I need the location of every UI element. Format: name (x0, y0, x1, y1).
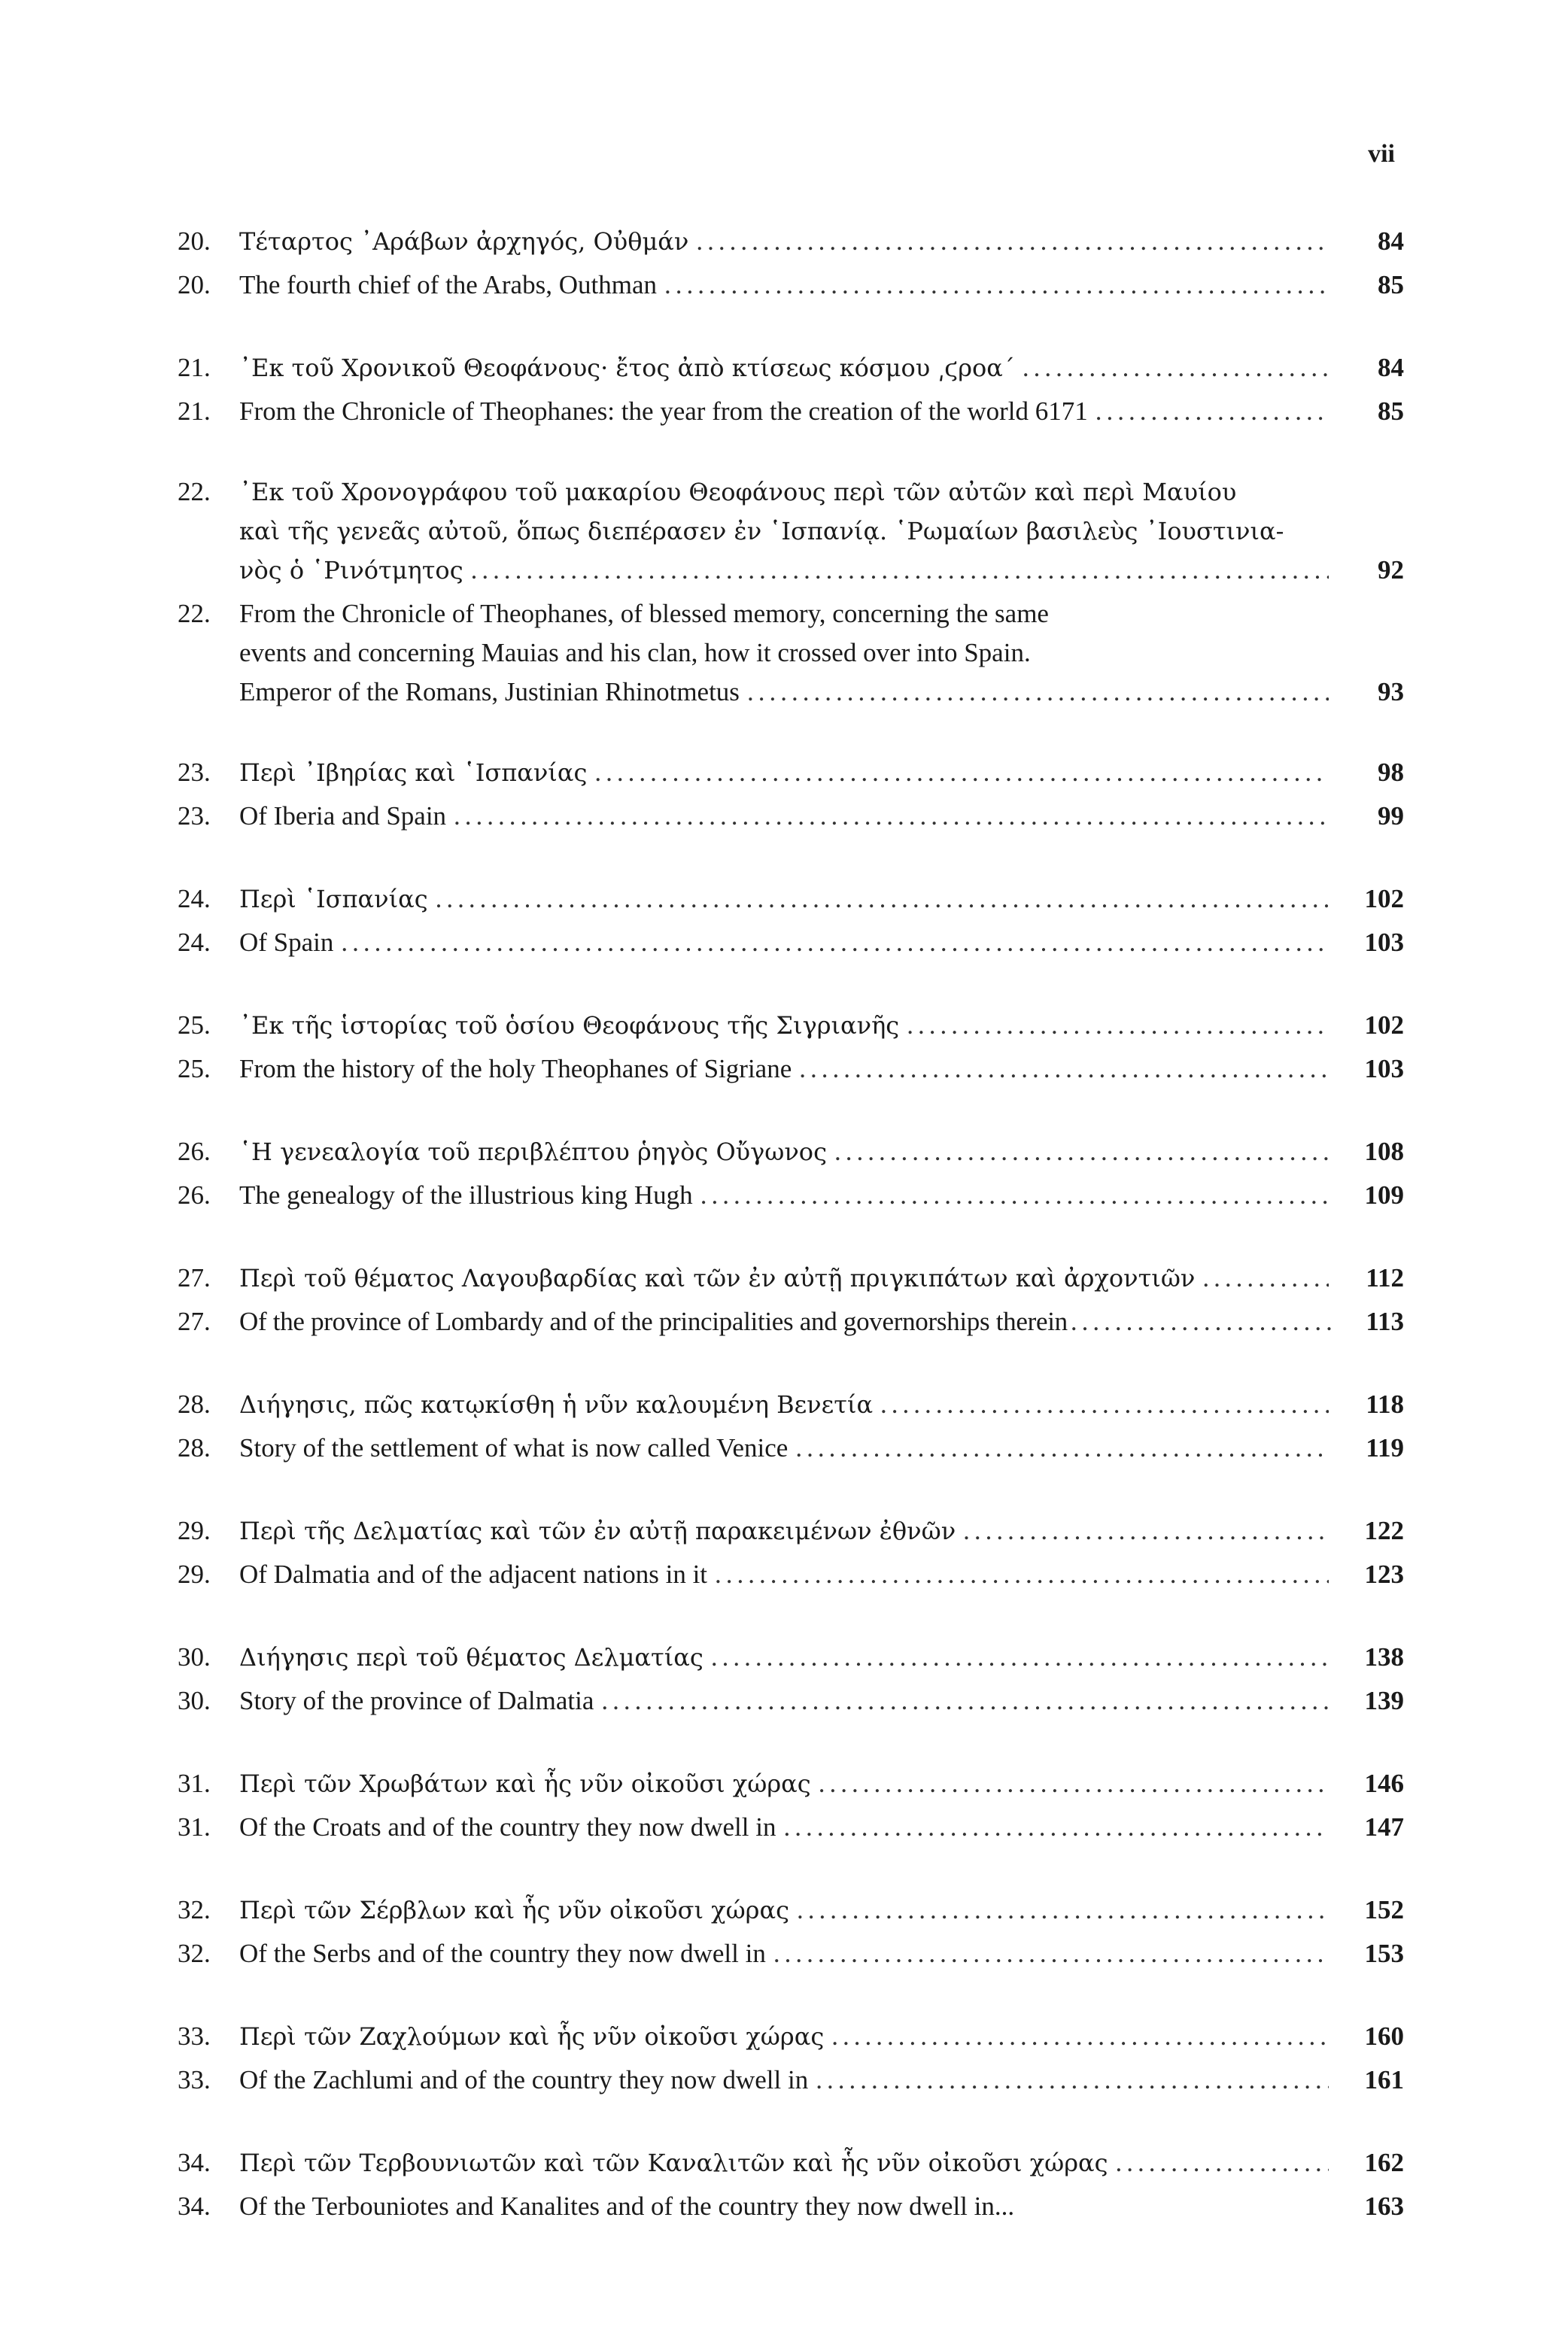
entry-title-greek: ῾Η γενεαλογία τοῦ περιβλέπτου ῥηγὸς Οὔγωνος (239, 1138, 827, 1166)
toc-line-english[interactable] (178, 1300, 1404, 1344)
entry-number: 26. (178, 1137, 211, 1166)
entry-title-english-line3: Emperor of the Romans, Justinian Rhinotmetus (239, 677, 740, 706)
entry-title-greek: Τέταρτος ᾿Αράβων ἀρχηγός, Οὐθμάν (239, 227, 689, 256)
toc-line-greek[interactable] (178, 472, 1404, 590)
entry-title-english: From the Chronicle of Theophanes: the year from the creation of the world 6171 (239, 396, 1088, 426)
toc-line-greek[interactable] (178, 1256, 1404, 1300)
leader-dots (880, 1383, 1329, 1426)
leader-dots (1071, 1300, 1333, 1344)
leader-dots (664, 263, 1329, 307)
entry-number: 24. (178, 928, 211, 957)
entry-page: 160 (1364, 2021, 1404, 2051)
entry-number: 27. (178, 1307, 211, 1336)
toc-line-greek[interactable] (178, 1509, 1404, 1553)
leader-dots (797, 1888, 1329, 1932)
entry-title-greek: Περὶ τῶν Ζαχλούμων καὶ ἧς νῦν οἰκοῦσι χώρας (239, 2022, 825, 2051)
leader-dots (819, 1762, 1329, 1806)
entry-number: 31. (178, 1769, 211, 1798)
entry-title-greek-line2: καὶ τῆς γενεᾶς αὐτοῦ, ὅπως διεπέρασεν ἐν ῾Ισπανίᾳ. ῾Ρωμαίων βασιλεὺς ᾿Ιουστινια- (239, 517, 1284, 545)
entry-page: 161 (1364, 2065, 1404, 2094)
toc-line-greek[interactable] (178, 1004, 1404, 1047)
leader-dots (696, 220, 1329, 263)
entry-title-greek: Διήγησις, πῶς κατῳκίσθη ἡ νῦν καλουμένη Βενετία (239, 1390, 874, 1419)
toc-entry-23 (178, 751, 1404, 838)
entry-page: 162 (1364, 2148, 1404, 2177)
entry-page: 119 (1366, 1433, 1404, 1463)
entry-number: 32. (178, 1939, 211, 1968)
leader-dots (454, 794, 1329, 838)
entry-number: 28. (178, 1390, 211, 1419)
leader-dots (601, 1679, 1329, 1723)
toc-entry-25 (178, 1004, 1404, 1091)
toc-entry-30 (178, 1636, 1404, 1723)
toc-entry-21 (178, 346, 1404, 433)
leader-dots (963, 1509, 1329, 1553)
leader-dots (907, 1004, 1329, 1047)
toc-line-greek[interactable] (178, 1762, 1404, 1806)
entry-page: 163 (1364, 2192, 1404, 2221)
entry-title-greek: Περὶ ᾿Ιβηρίας καὶ ῾Ισπανίας (239, 758, 588, 787)
leader-dots (795, 1426, 1329, 1470)
entry-page: 122 (1364, 1516, 1404, 1545)
entry-number: 22. (178, 599, 211, 628)
leader-dots (711, 1636, 1329, 1679)
entry-number: 24. (178, 884, 211, 913)
entry-number: 28. (178, 1433, 211, 1463)
toc-line-english[interactable] (178, 1553, 1404, 1596)
entry-title-english: Story of the settlement of what is now called Venice (239, 1433, 789, 1463)
entry-page: 85 (1378, 270, 1404, 299)
toc-line-greek[interactable] (178, 1888, 1404, 1932)
entry-page: 138 (1364, 1642, 1404, 1672)
toc-line-english[interactable] (178, 921, 1404, 964)
entry-number: 25. (178, 1054, 211, 1083)
entry-title-english: The genealogy of the illustrious king Hugh (239, 1180, 693, 1210)
toc-entry-29 (178, 1509, 1404, 1596)
entry-number: 23. (178, 758, 211, 787)
entry-page: 153 (1364, 1939, 1404, 1968)
entry-title-english: From the history of the holy Theophanes of Sigriane (239, 1054, 792, 1083)
leader-dots (783, 1806, 1329, 1849)
leader-dots (715, 1553, 1329, 1596)
entry-number: 20. (178, 270, 211, 299)
toc-line-greek[interactable] (178, 2141, 1404, 2185)
leader-dots (1202, 1256, 1329, 1300)
toc-line-greek[interactable] (178, 1130, 1404, 1174)
toc-line-greek[interactable] (178, 220, 1404, 263)
entry-title-greek: Περὶ τῶν Τερβουνιωτῶν καὶ τῶν Καναλιτῶν καὶ ἧς νῦν οἰκοῦσι χώρας (239, 2149, 1108, 2177)
toc-entry-26 (178, 1130, 1404, 1217)
entry-page: 123 (1364, 1560, 1404, 1589)
entry-title-english: Of the province of Lombardy and of the principalities and governorships therein (239, 1307, 1068, 1336)
table-of-contents (178, 220, 1404, 2267)
entry-title-english: Of the Serbs and of the country they now dwell in (239, 1939, 766, 1968)
entry-page: 147 (1364, 1812, 1404, 1842)
entry-number: 31. (178, 1812, 211, 1842)
entry-number: 34. (178, 2148, 211, 2177)
entry-page: 103 (1364, 1054, 1404, 1083)
toc-line-english[interactable] (178, 390, 1404, 433)
entry-number: 27. (178, 1263, 211, 1292)
toc-line-english[interactable] (178, 2058, 1404, 2102)
entry-title-greek: Περὶ τοῦ θέματος Λαγουβαρδίας καὶ τῶν ἐν αὐτῇ πριγκιπάτων καὶ ἀρχοντιῶν (239, 1264, 1196, 1292)
entry-number: 21. (178, 353, 211, 382)
entry-page: 152 (1364, 1895, 1404, 1924)
toc-line-greek[interactable] (178, 877, 1404, 921)
entry-title-greek: Περὶ τῶν Χρωβάτων καὶ ἧς νῦν οἰκοῦσι χώρας (239, 1769, 811, 1798)
entry-page: 108 (1364, 1137, 1404, 1166)
toc-entry-20 (178, 220, 1404, 307)
entry-page: 98 (1378, 758, 1404, 787)
entry-number: 34. (178, 2192, 211, 2221)
toc-line-greek[interactable] (178, 346, 1404, 390)
toc-line-greek[interactable] (178, 1383, 1404, 1426)
entry-number: 25. (178, 1010, 211, 1040)
toc-line-english[interactable] (178, 263, 1404, 307)
entry-page: 118 (1366, 1390, 1404, 1419)
entry-number: 29. (178, 1516, 211, 1545)
leader-dots (341, 921, 1329, 964)
toc-entry-31 (178, 1762, 1404, 1849)
toc-line-english[interactable] (178, 594, 1404, 712)
entry-title-english: Of Iberia and Spain (239, 801, 447, 831)
entry-page: 84 (1378, 353, 1404, 382)
entry-number: 32. (178, 1895, 211, 1924)
entry-page: 93 (1378, 677, 1404, 706)
toc-line-greek[interactable] (178, 1636, 1404, 1679)
entry-page: 103 (1364, 928, 1404, 957)
entry-number: 29. (178, 1560, 211, 1589)
leader-dots (831, 2015, 1329, 2058)
entry-page: 99 (1378, 801, 1404, 831)
toc-line-english[interactable] (178, 1679, 1404, 1723)
entry-page: 102 (1364, 884, 1404, 913)
leader-dots (471, 551, 1329, 590)
entry-title-english: Of Spain (239, 928, 334, 957)
entry-number: 30. (178, 1642, 211, 1672)
entry-title-english: Of the Terbouniotes and Kanalites and of the country they now dwell in... (239, 2192, 1015, 2221)
entry-page: 113 (1366, 1307, 1404, 1336)
entry-page: 92 (1378, 555, 1404, 585)
entry-title-greek: ᾿Εκ τῆς ἱστορίας τοῦ ὁσίου Θεοφάνους τῆς Σιγριανῆς (239, 1011, 900, 1040)
entry-title-english: The fourth chief of the Arabs, Outhman (239, 270, 657, 299)
entry-title-greek: Περὶ τῶν Σέρβλων καὶ ἧς νῦν οἰκοῦσι χώρας (239, 1896, 789, 1924)
toc-line-english[interactable] (178, 1426, 1404, 1470)
entry-title-english: Story of the province of Dalmatia (239, 1686, 594, 1715)
entry-page: 112 (1366, 1263, 1404, 1292)
entry-title-greek-line3: νὸς ὁ ῾Ρινότμητος (239, 556, 463, 585)
toc-entry-27 (178, 1256, 1404, 1344)
toc-line-english[interactable] (178, 1174, 1404, 1217)
entry-title-english-line2: events and concerning Mauias and his clan, how it crossed over into Spain. (239, 638, 1031, 667)
entry-number: 20. (178, 226, 211, 256)
entry-page: 146 (1364, 1769, 1404, 1798)
leader-dots (700, 1174, 1329, 1217)
leader-dots (1095, 390, 1329, 433)
entry-title-english: Of Dalmatia and of the adjacent nations in it (239, 1560, 708, 1589)
toc-entry-22 (178, 472, 1404, 712)
entry-title-greek-line1: ᾿Εκ τοῦ Χρονογράφου τοῦ μακαρίου Θεοφάνους περὶ τῶν αὐτῶν καὶ περὶ Μαυίου (239, 478, 1237, 506)
toc-line-greek[interactable] (178, 2015, 1404, 2058)
entry-number: 22. (178, 477, 211, 506)
entry-number: 23. (178, 801, 211, 831)
entry-number: 33. (178, 2021, 211, 2051)
leader-dots (799, 1047, 1329, 1091)
toc-entry-33 (178, 2015, 1404, 2102)
toc-line-greek[interactable] (178, 751, 1404, 794)
entry-page: 109 (1364, 1180, 1404, 1210)
leader-dots (834, 1130, 1329, 1174)
leader-dots (773, 1932, 1329, 1976)
entry-number: 21. (178, 396, 211, 426)
entry-title-greek: Περὶ τῆς Δελματίας καὶ τῶν ἐν αὐτῇ παρακειμένων ἐθνῶν (239, 1517, 956, 1545)
entry-page: 84 (1378, 226, 1404, 256)
entry-page: 139 (1364, 1686, 1404, 1715)
toc-line-english[interactable] (178, 1047, 1404, 1091)
leader-dots (816, 2058, 1329, 2102)
entry-title-greek: ᾿Εκ τοῦ Χρονικοῦ Θεοφάνους· ἔτος ἀπὸ κτίσεως κόσμου ͵ϛροα´ (239, 354, 1015, 382)
entry-title-english: Of the Zachlumi and of the country they now dwell in (239, 2065, 809, 2094)
entry-number: 26. (178, 1180, 211, 1210)
toc-line-english[interactable] (178, 1932, 1404, 1976)
leader-dots (747, 673, 1329, 712)
entry-title-greek: Περὶ ῾Ισπανίας (239, 885, 428, 913)
leader-dots (1116, 2141, 1329, 2185)
page-number: vii (1368, 140, 1395, 168)
leader-dots (594, 751, 1329, 794)
entry-title-english: Of the Croats and of the country they now dwell in (239, 1812, 776, 1842)
toc-entry-24 (178, 877, 1404, 964)
entry-title-greek: Διήγησις περὶ τοῦ θέματος Δελματίας (239, 1643, 703, 1672)
leader-dots (436, 877, 1329, 921)
entry-page: 102 (1364, 1010, 1404, 1040)
entry-title-english-line1: From the Chronicle of Theophanes, of blessed memory, concerning the same (239, 599, 1049, 628)
entry-page: 85 (1378, 396, 1404, 426)
entry-number: 33. (178, 2065, 211, 2094)
toc-line-english[interactable] (178, 1806, 1404, 1849)
toc-line-english[interactable] (178, 794, 1404, 838)
leader-dots (1023, 346, 1329, 390)
toc-entry-34 (178, 2141, 1404, 2228)
toc-entry-32 (178, 1888, 1404, 1976)
toc-line-english[interactable] (178, 2185, 1404, 2228)
entry-number: 30. (178, 1686, 211, 1715)
toc-entry-28 (178, 1383, 1404, 1470)
